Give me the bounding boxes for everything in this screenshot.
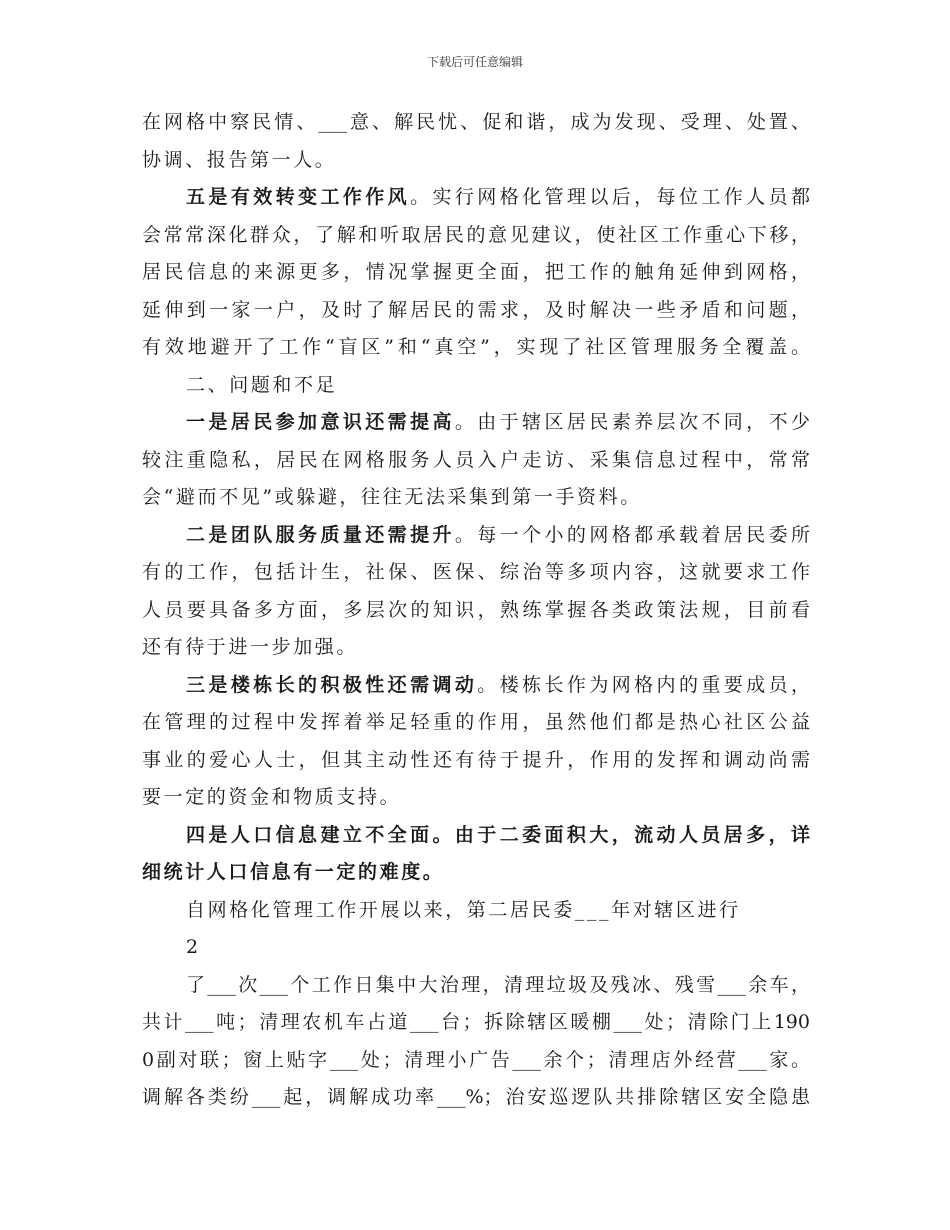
body-text: 。实行网格化管理以后，每位工作人员都 [410, 186, 810, 208]
paragraph-line [142, 517, 810, 555]
body-text: 会常常深化群众，了解和听取居民的意见建议，使社区工作重心下移， [142, 223, 810, 246]
paragraph-line [142, 742, 810, 780]
body-text: 在管理的过程中发挥着举足轻重的作用，虽然他们都是热心社区公益 [142, 711, 810, 733]
body-text: 有效地避开了工作“盲区”和“真空”，实现了社区管理服务全覆盖。 [142, 336, 810, 358]
body-text: 了___次___个工作日集中大治理，清理垃圾及残冰、残雪___余车， [186, 973, 810, 996]
body-text: 二、问题和不足 [186, 373, 338, 396]
paragraph-line [142, 967, 810, 1005]
body-text: 延伸到一家一户，及时了解居民的需求，及时解决一些矛盾和问题， [142, 298, 810, 321]
body-text: 要一定的资金和物质支持。 [142, 786, 402, 808]
body-text: 较注重隐私，居民在网格服务人员入户走访、采集信息过程中，常常 [142, 448, 810, 471]
paragraph-line [142, 479, 810, 517]
body-text: 0副对联；窗上贴字___处；清理小广告___余个；清理店外经营___家。 [142, 1048, 810, 1071]
body-text: 共计___吨；清理农机车占道___台；拆除辖区暖棚___处；清除门上190 [142, 1011, 810, 1033]
paragraph-line [142, 892, 810, 930]
paragraph-line [142, 179, 810, 217]
body-text: 在网格中察民情、___意、解民忧、促和谐，成为发现、受理、处置、 [142, 111, 810, 133]
paragraph-line [142, 104, 810, 142]
body-text: 。由于辖区居民素养层次不同，不少 [454, 411, 810, 433]
paragraph-line [142, 667, 810, 705]
body-text: 居民信息的来源更多，情况掌握更全面，把工作的触角延伸到网格， [142, 261, 810, 283]
paragraph-line [142, 329, 810, 367]
paragraph-line [142, 217, 810, 255]
body-text: 。每一个小的网格都承载着居民委所 [454, 523, 810, 546]
paragraph-line [142, 442, 810, 480]
body-text: 人员要具备多方面，多层次的知识，熟练掌握各类政策法规，目前看 [142, 598, 810, 621]
body-text: 协调、报告第一人。 [142, 148, 337, 171]
bold-lead: 二是团队服务质量还需提升 [186, 523, 455, 546]
paragraph-line [142, 817, 810, 855]
paragraph-line [142, 854, 810, 892]
paragraph-line [142, 1004, 810, 1042]
document-body [142, 104, 810, 1117]
paragraph-line [142, 592, 810, 630]
body-text: 自网格化管理工作开展以来，第二居民委___年对辖区进行 [186, 898, 741, 921]
bold-lead: 四是人口信息建立不全面。由于二委面积大，流动人员居多，详 [186, 823, 810, 846]
paragraph-line [142, 142, 810, 180]
page-number [142, 929, 810, 967]
paragraph-line [142, 1079, 810, 1117]
paragraph-line [142, 254, 810, 292]
body-text: 会“避而不见”或躲避，往往无法采集到第一手资料。 [142, 486, 642, 508]
paragraph-line [142, 404, 810, 442]
bold-text: 细统计人口信息有一定的难度。 [142, 861, 445, 883]
body-text: 2 [186, 936, 201, 958]
body-text: 。楼栋长作为网格内的重要成员， [477, 673, 810, 696]
paragraph-line [142, 292, 810, 330]
paragraph-line [142, 629, 810, 667]
bold-lead: 三是楼栋长的积极性还需调动 [186, 673, 478, 696]
bold-lead: 一是居民参加意识还需提高 [186, 411, 455, 433]
paragraph-line [142, 704, 810, 742]
paragraph-line [142, 779, 810, 817]
section-heading [142, 367, 810, 405]
paragraph-line [142, 1042, 810, 1080]
bold-lead: 五是有效转变工作作风 [186, 186, 411, 208]
paragraph-line [142, 554, 810, 592]
body-text: 有的工作，包括计生，社保、医保、综治等多项内容，这就要求工作 [142, 561, 810, 583]
body-text: 调解各类纷___起，调解成功率___%；治安巡逻队共排除辖区安全隐患 [142, 1086, 810, 1108]
body-text: 还有待于进一步加强。 [142, 636, 359, 658]
page-header: 下载后可任意编辑 [426, 55, 523, 69]
body-text: 事业的爱心人士，但其主动性还有待于提升，作用的发挥和调动尚需 [142, 748, 810, 771]
